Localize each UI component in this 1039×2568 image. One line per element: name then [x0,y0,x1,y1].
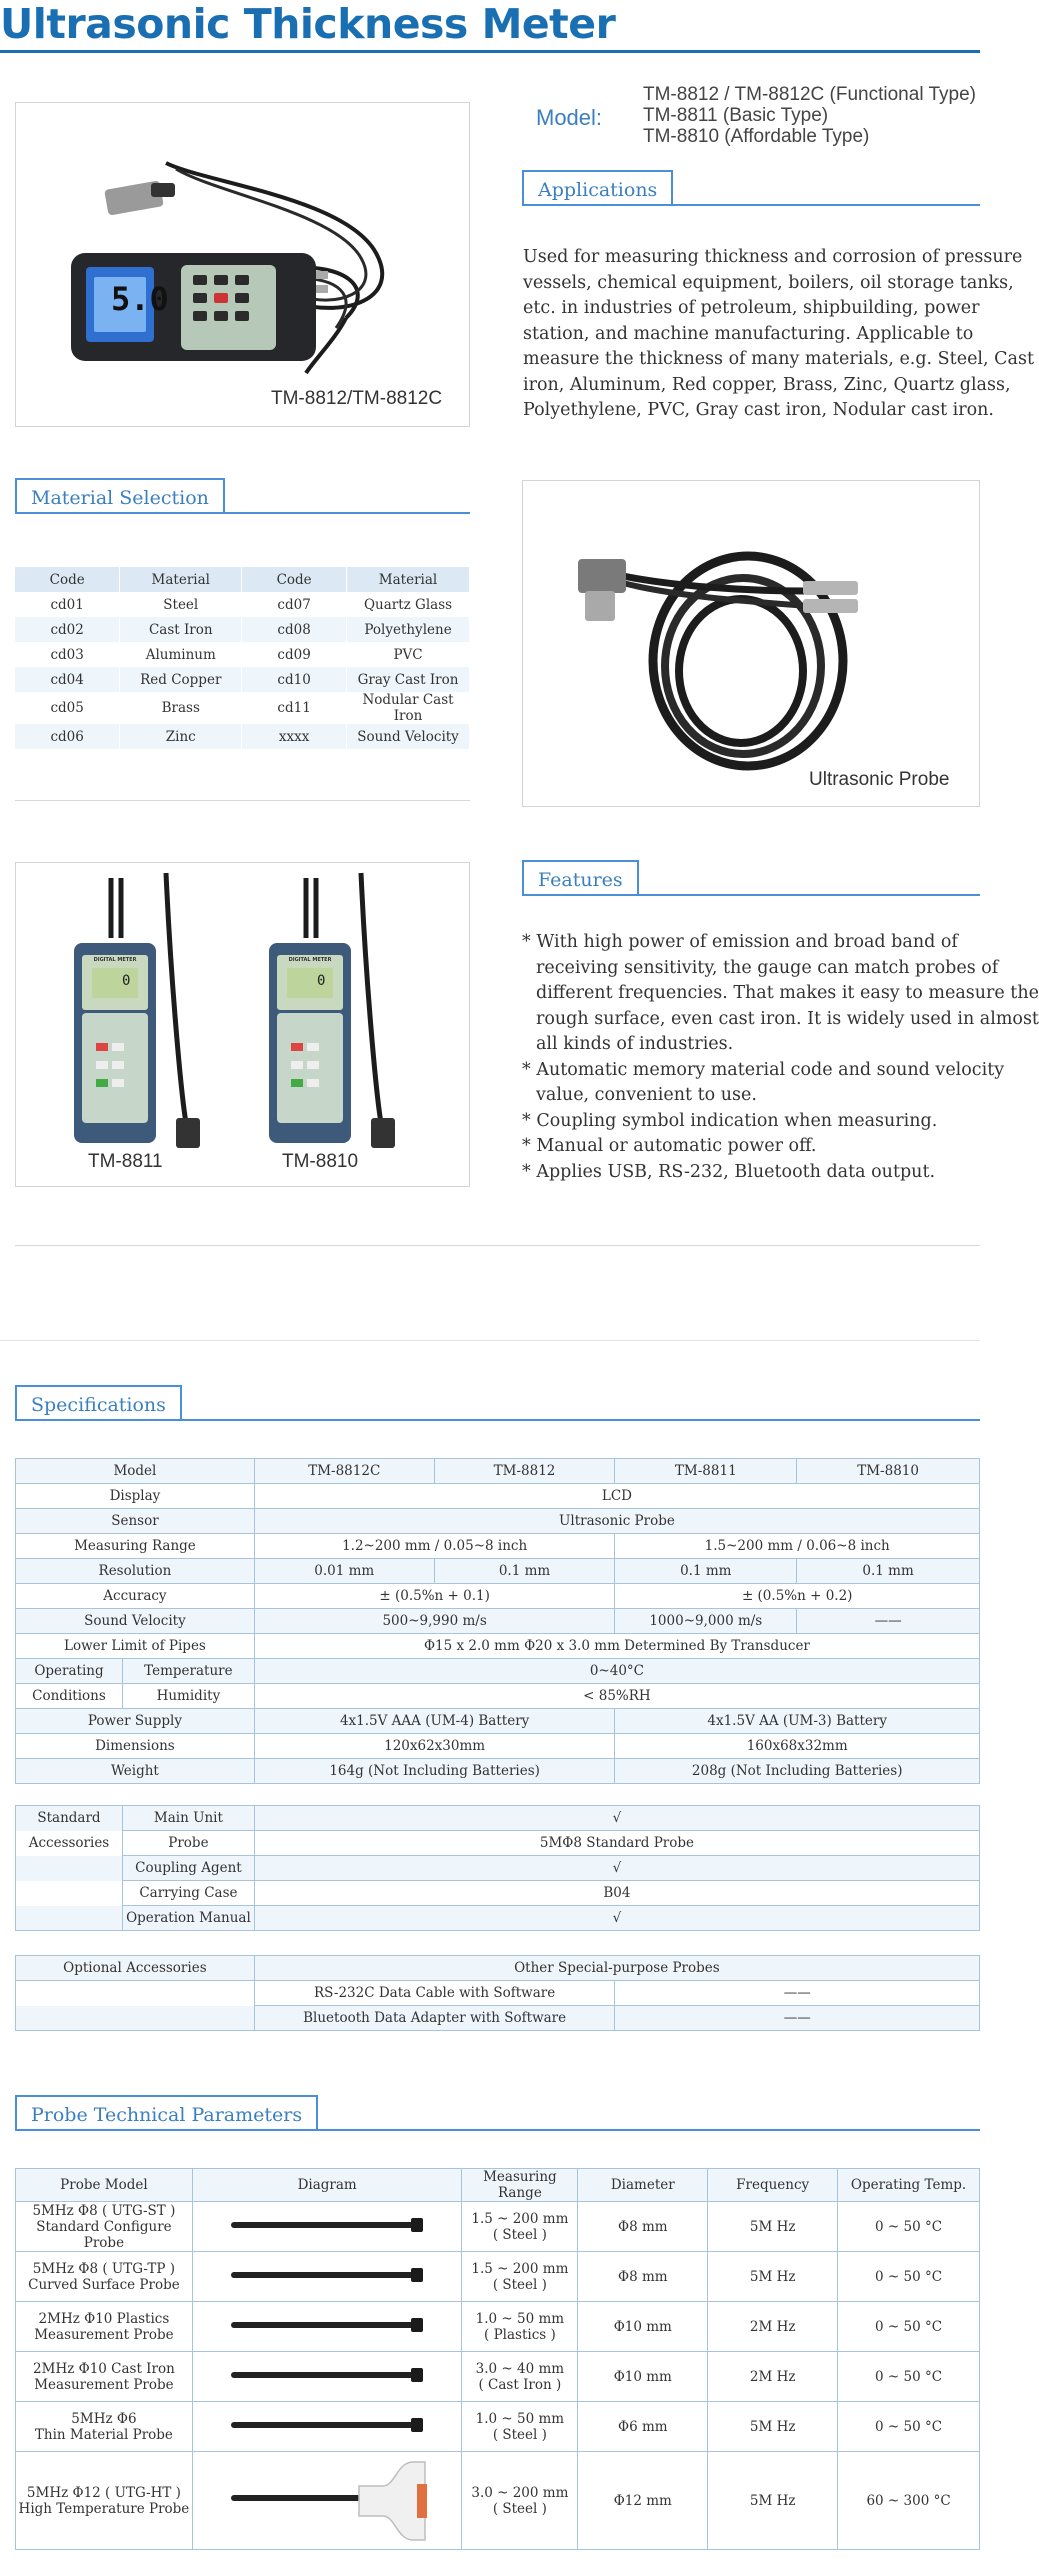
product-lcd-readout: 5.0 [111,280,169,318]
cell: Brass [120,692,242,724]
ultrasonic-probe-illustration [523,481,981,808]
cell: 0 ~ 50 °C [838,2252,980,2302]
cell: Ultrasonic Probe [254,1509,979,1534]
probe-image [522,480,980,807]
col-header: Code [15,567,120,592]
cell: TM-8812 [434,1459,615,1484]
cell: Φ15 x 2.0 mm Φ20 x 3.0 mm Determined By Transducer [254,1634,979,1659]
table-row [16,1684,980,1709]
range-line: ( Steel ) [492,2500,547,2517]
cell: 1.5~200 mm / 0.06~8 inch [615,1534,980,1559]
cell: Weight [16,1759,255,1784]
cell: Accessories [16,1831,123,1856]
table-header-row [16,2169,980,2202]
table-row [16,1584,980,1609]
cell: —— [615,2006,980,2031]
range-line: ( Cast Iron ) [478,2376,562,2393]
applications-line: measure the thickness of many materials, e.g. Steel, Cast [523,349,1034,369]
probe-model-line: 5MHz Φ8 ( UTG-ST ) [32,2202,176,2219]
cell: 2M Hz [708,2352,838,2402]
cell: Bluetooth Data Adapter with Software [254,2006,615,2031]
cell: LCD [254,1484,979,1509]
cell: Sensor [16,1509,255,1534]
probe-model-line: 2MHz Φ10 Plastics [38,2310,170,2327]
probe-head [411,2418,423,2432]
cell: ± (0.5%n + 0.2) [615,1584,980,1609]
cell: Main Unit [122,1806,254,1831]
probe-cable [231,2272,416,2278]
cell [462,2352,578,2402]
probe-model-line: 5MHz Φ6 [71,2410,137,2427]
cell: 1000~9,000 m/s [615,1609,797,1634]
model-type-functional: TM-8812 / TM-8812C (Functional Type) [643,84,976,105]
cell: cd02 [15,617,120,642]
probe-model-line: Measurement Probe [34,2376,174,2393]
cell: —— [615,1981,980,2006]
applications-line: station, and machine manufacturing. Applicable to [523,323,974,344]
probe-head [411,2268,423,2282]
cell: cd04 [15,667,120,692]
cell: Accuracy [16,1584,255,1609]
cell: √ [254,1806,979,1831]
cell: Gray Cast Iron [347,667,470,692]
col-header: Probe Model [16,2169,193,2202]
cell: Humidity [122,1684,254,1709]
table-row [16,1856,980,1881]
probe-diagram [192,2452,462,2550]
probe-model-line: Measurement Probe [34,2326,174,2343]
cell: cd11 [242,692,347,724]
accessories-table [15,1805,980,1931]
cell: 120x62x30mm [254,1734,615,1759]
probe-model-line: Standard Configure Probe [36,2218,172,2251]
cell: —— [797,1609,980,1634]
cell: Operation Manual [122,1906,254,1931]
material-heading: Material Selection [15,478,225,514]
cell: Dimensions [16,1734,255,1759]
model-list [643,84,976,147]
range-line: 3.0 ~ 40 mm [475,2360,565,2377]
meter-badge-left: DIGITAL METER [93,957,137,963]
col-header: Frequency [708,2169,838,2202]
cell: Power Supply [16,1709,255,1734]
cell: 60 ~ 300 °C [838,2452,980,2550]
table-row [16,2252,980,2302]
meters-image [15,862,470,1187]
cell [16,2302,193,2352]
feature-line: * Coupling symbol indication when measuring. [522,1110,938,1131]
table-row [15,617,470,642]
divider [0,1340,980,1341]
applications-line: Used for measuring thickness and corrosion of pressure [523,247,1023,267]
cell: cd07 [242,592,347,617]
meter-caption-left: TM-8811 [88,1151,163,1172]
cell: Temperature [122,1659,254,1684]
col-header: Diameter [578,2169,708,2202]
table-row [16,2402,980,2452]
table-row [16,2006,980,2031]
range-line: ( Steel ) [492,2276,547,2293]
table-row [16,1734,980,1759]
table-row [16,1906,980,1931]
divider [15,800,470,801]
cell: 5M Hz [708,2202,838,2252]
applications-text [523,245,1034,424]
features-list [522,930,1039,1185]
feature-line: * Automatic memory material code and sound velocity [522,1059,1005,1080]
cell [16,1906,123,1931]
cell: xxxx [242,724,347,749]
table-row [16,1484,980,1509]
page-title: Ultrasonic Thickness Meter [0,0,616,48]
cell [462,2202,578,2252]
table-row [16,1956,980,1981]
cell: Zinc [120,724,242,749]
probe-params-section-header [15,2095,980,2139]
probe-diagram [192,2352,462,2402]
cell: TM-8812C [254,1459,434,1484]
cell: 0~40°C [254,1659,979,1684]
cell: 0 ~ 50 °C [838,2202,980,2252]
range-line: 1.5 ~ 200 mm [471,2210,569,2227]
feature-line: * Applies USB, RS-232, Bluetooth data output. [522,1161,936,1182]
cell [16,2352,193,2402]
cell: Standard [16,1806,123,1831]
table-row [15,642,470,667]
col-header: Measuring Range [462,2169,578,2202]
feature-line: rough surface, even cast iron. It is widely used in almost [536,1008,1039,1029]
probe-cable [231,2372,416,2378]
cell [462,2252,578,2302]
cell: 0.1 mm [615,1559,797,1584]
cell [16,1856,123,1881]
table-row [16,1831,980,1856]
table-row [16,1881,980,1906]
feature-line: receiving sensitivity, the gauge can match probes of [536,957,999,978]
probe-caption: Ultrasonic Probe [809,769,950,790]
table-row [16,2202,980,2252]
cell: 1.2~200 mm / 0.05~8 inch [254,1534,615,1559]
col-header: Material [347,567,470,592]
probe-params-heading: Probe Technical Parameters [15,2095,318,2131]
high-temp-probe-head [353,2456,433,2546]
cell: Φ6 mm [578,2402,708,2452]
col-header: Diagram [192,2169,462,2202]
table-row [16,2352,980,2402]
title-divider [0,50,980,53]
cell: cd08 [242,617,347,642]
cell [462,2402,578,2452]
probe-model-line: Curved Surface Probe [28,2276,180,2293]
cell: cd09 [242,642,347,667]
applications-section-header [522,170,980,214]
probe-head [411,2218,423,2232]
range-line: ( Steel ) [492,2426,547,2443]
probe-diagram [192,2252,462,2302]
applications-heading: Applications [522,170,673,206]
probe-model-line: 2MHz Φ10 Cast Iron [33,2360,175,2377]
feature-line: * Manual or automatic power off. [522,1136,817,1156]
features-heading: Features [522,860,639,896]
optional-accessories-table [15,1955,980,2031]
cell: < 85%RH [254,1684,979,1709]
cell: B04 [254,1881,979,1906]
cell: 4x1.5V AAA (UM-4) Battery [254,1709,615,1734]
cell [16,1981,255,2006]
table-row [16,1534,980,1559]
cell: Measuring Range [16,1534,255,1559]
probe-cable [231,2322,416,2328]
product-image [15,102,470,427]
range-line: 3.0 ~ 200 mm [471,2484,569,2501]
features-section-header [522,860,980,904]
divider [15,1245,980,1246]
probe-model-line: 5MHz Φ12 ( UTG-HT ) [26,2484,181,2501]
cell: cd10 [242,667,347,692]
cell: 0 ~ 50 °C [838,2302,980,2352]
table-row [16,1981,980,2006]
cell: Cast Iron [120,617,242,642]
cell [16,1881,123,1906]
cell: Φ12 mm [578,2452,708,2550]
cell: Display [16,1484,255,1509]
cell: Polyethylene [347,617,470,642]
table-row [16,1634,980,1659]
table-row [16,1559,980,1584]
cell: Φ10 mm [578,2352,708,2402]
table-row [16,1659,980,1684]
cell [462,2452,578,2550]
table-row [16,1806,980,1831]
cell: 164g (Not Including Batteries) [254,1759,615,1784]
cell: Nodular Cast Iron [347,692,470,724]
cell: 5MΦ8 Standard Probe [254,1831,979,1856]
cell: Sound Velocity [347,724,470,749]
cell [16,2006,255,2031]
cell: 0.1 mm [434,1559,615,1584]
range-line: ( Steel ) [492,2226,547,2243]
cell: Lower Limit of Pipes [16,1634,255,1659]
model-type-basic: TM-8811 (Basic Type) [643,105,829,126]
col-header: Material [120,567,242,592]
cell: ± (0.5%n + 0.1) [254,1584,615,1609]
cell: cd03 [15,642,120,667]
table-header-row [15,567,470,592]
cell: 5M Hz [708,2252,838,2302]
specifications-heading: Specifications [15,1385,182,1421]
cell: TM-8811 [615,1459,797,1484]
cell: Steel [120,592,242,617]
cell [462,2302,578,2352]
cell: TM-8810 [797,1459,980,1484]
cell: Resolution [16,1559,255,1584]
product-caption: TM-8812/TM-8812C [271,388,443,409]
cell: Quartz Glass [347,592,470,617]
cell: Sound Velocity [16,1609,255,1634]
probe-head [411,2368,423,2382]
cell: 0.01 mm [254,1559,434,1584]
table-row [15,592,470,617]
probe-model-line: 5MHz Φ8 ( UTG-TP ) [32,2260,176,2277]
cell: √ [254,1856,979,1881]
probe-diagram [192,2302,462,2352]
cell: Red Copper [120,667,242,692]
cell: Φ10 mm [578,2302,708,2352]
probe-head [411,2318,423,2332]
cell: 0.1 mm [797,1559,980,1584]
feature-line: value, convenient to use. [536,1085,757,1105]
applications-line: iron, Aluminum, Red copper, Brass, Zinc, Quartz glass, [523,374,1011,395]
cell: RS-232C Data Cable with Software [254,1981,615,2006]
table-row [16,2302,980,2352]
cell: Model [16,1459,255,1484]
col-header: Code [242,567,347,592]
cell: Φ8 mm [578,2202,708,2252]
cell: 208g (Not Including Batteries) [615,1759,980,1784]
cell: Carrying Case [122,1881,254,1906]
table-row [15,724,470,749]
meter-badge-right: DIGITAL METER [288,957,332,963]
cell: 0 ~ 50 °C [838,2402,980,2452]
meter-caption-right: TM-8810 [282,1151,359,1172]
model-label: Model: [536,105,603,130]
cell: cd05 [15,692,120,724]
cell: 2M Hz [708,2302,838,2352]
probe-params-table [15,2168,980,2550]
specifications-section-header [15,1385,980,1429]
cell [16,2402,193,2452]
cell: √ [254,1906,979,1931]
meter-lcd-left: 0 [122,973,131,989]
meter-lcd-right: 0 [317,973,326,989]
applications-line: Polyethylene, PVC, Gray cast iron, Nodular cast iron. [523,400,994,420]
cell: cd01 [15,592,120,617]
range-line: ( Plastics ) [484,2326,556,2343]
probe-cable [231,2222,416,2228]
probe-model-line: Thin Material Probe [34,2426,173,2443]
probe-cable [231,2495,361,2501]
material-section-header [15,478,470,522]
cell: cd06 [15,724,120,749]
feature-line: all kinds of industries. [536,1034,734,1054]
cell: 5M Hz [708,2452,838,2550]
cell: 4x1.5V AA (UM-3) Battery [615,1709,980,1734]
cell: PVC [347,642,470,667]
meters-illustration [16,863,471,1188]
cell: 5M Hz [708,2402,838,2452]
cell: Φ8 mm [578,2252,708,2302]
model-type-affordable: TM-8810 (Affordable Type) [643,126,870,147]
table-row [16,1459,980,1484]
table-row [15,667,470,692]
cell: Coupling Agent [122,1856,254,1881]
table-row [15,692,470,724]
cell [16,2202,193,2252]
cell: Probe [122,1831,254,1856]
col-header: Operating Temp. [838,2169,980,2202]
cell: 500~9,990 m/s [254,1609,615,1634]
probe-diagram [192,2202,462,2252]
feature-line: * With high power of emission and broad band of [522,932,958,952]
probe-diagram [192,2402,462,2452]
cell: 160x68x32mm [615,1734,980,1759]
material-table [15,567,470,749]
cell: Optional Accessories [16,1956,255,1981]
table-row [16,1609,980,1634]
cell: Conditions [16,1684,123,1709]
cell: Other Special-purpose Probes [254,1956,979,1981]
cell [16,2252,193,2302]
table-row [16,1759,980,1784]
specifications-table [15,1458,980,1784]
probe-cable [231,2422,416,2428]
table-row [16,1509,980,1534]
table-row [16,1709,980,1734]
cell: Aluminum [120,642,242,667]
applications-line: vessels, chemical equipment, boilers, oil storage tanks, [523,272,1014,293]
range-line: 1.5 ~ 200 mm [471,2260,569,2277]
range-line: 1.0 ~ 50 mm [475,2410,565,2427]
applications-line: etc. in industries of petroleum, shipbuilding, power [523,298,980,318]
cell: Operating [16,1659,123,1684]
table-row [16,2452,980,2550]
range-line: 1.0 ~ 50 mm [475,2310,565,2327]
cell [16,2452,193,2550]
cell: 0 ~ 50 °C [838,2352,980,2402]
feature-line: different frequencies. That makes it easy to measure the [536,983,1039,1003]
thickness-meter-illustration [16,103,471,428]
probe-model-line: High Temperature Probe [18,2500,190,2517]
